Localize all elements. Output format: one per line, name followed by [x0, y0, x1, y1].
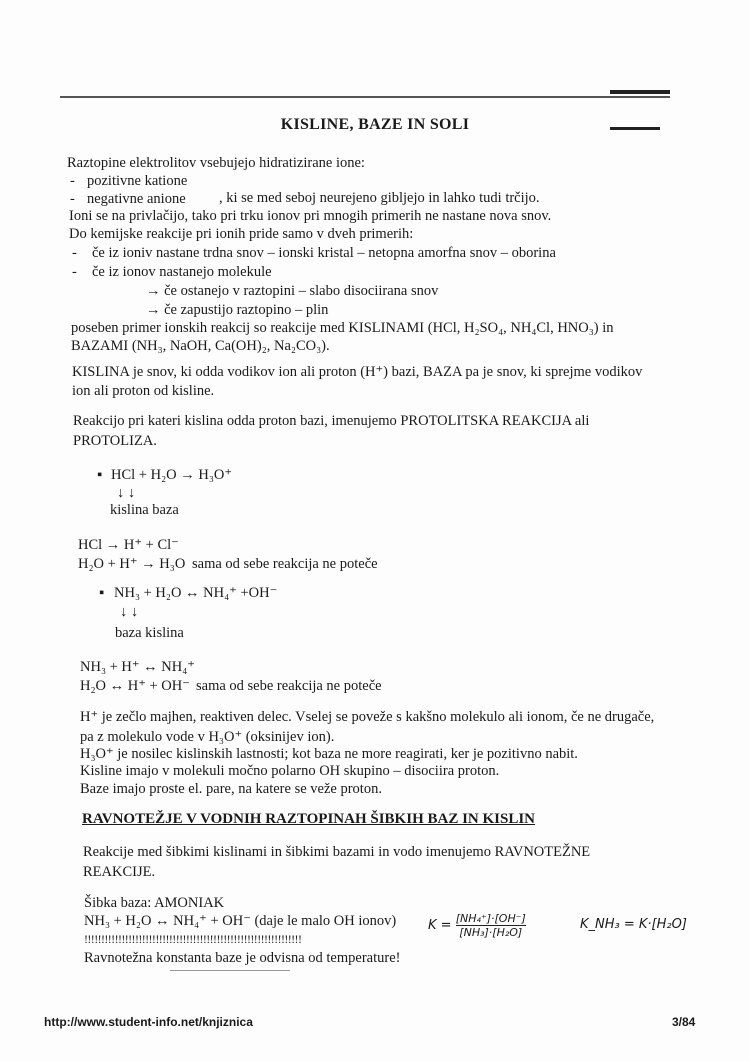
equation-labels: kislina baza [110, 502, 179, 518]
equation: HCl + H₂O → H₃O⁺ [111, 467, 232, 483]
text-line: NH₃ + H₂O ↔ NH₄⁺ + OH⁻ (daje le malo OH ionov) [84, 913, 397, 929]
handwritten-kb: K_NH₃ = K·[H₂O] [580, 917, 687, 932]
footer-url[interactable]: http://www.student-info.net/knjiznica [44, 1015, 253, 1029]
text-line: → če zapustijo raztopino – plin [146, 302, 329, 318]
section-heading: RAVNOTEŽJE V VODNIH RAZTOPINAH ŠIBKIH BAZ IN KISLIN [82, 811, 536, 827]
text-line: KISLINA je snov, ki odda vodikov ion ali proton (H⁺) bazi, BAZA pa je snov, ki sprejme vodikov [72, 364, 643, 380]
bullet-icon: ▪ [99, 585, 105, 601]
text-line: če iz ionov nastanejo molekule [92, 264, 272, 280]
top-rule-thick [610, 90, 670, 94]
dash: - [70, 173, 75, 189]
equation: HCl → H⁺ + Cl⁻ [78, 537, 179, 553]
equation: H₂O + H⁺ → H₃O [78, 556, 186, 572]
text-line: Kisline imajo v molekuli močno polarno OH skupino – disociira proton. [80, 763, 500, 779]
equation-note: sama od sebe reakcija ne poteče [192, 556, 378, 572]
page-title: KISLINE, BAZE IN SOLI [280, 116, 470, 133]
denominator: [NH₃]·[H₂O] [459, 926, 523, 939]
page-number: 3/84 [672, 1015, 696, 1029]
text-line: BAZAMI (NH₃, NaOH, Ca(OH)₂, Na₂CO₃). [71, 338, 330, 354]
top-rule [60, 96, 670, 98]
equation-arrows: ↓ ↓ [117, 485, 136, 501]
equation-note: sama od sebe reakcija ne poteče [196, 678, 382, 694]
equation-labels: baza kislina [115, 625, 184, 641]
exclamation-row: !!!!!!!!!!!!!!!!!!!!!!!!!!!!!!!!!!!!!!!!!!!!!!!!!!!!!!!!!!!!!!!! [84, 932, 302, 946]
text-line: če iz ioniv nastane trdna snov – ionski kristal – netopna amorfna snov – oborina [92, 245, 556, 261]
bullet-icon: ▪ [97, 467, 103, 483]
text-line: H₃O⁺ je nosilec kislinskih lastnosti; kot baza ne more reagirati, ker je pozitivno nabit. [80, 746, 578, 762]
text-line: H⁺ je zečlo majhen, reaktiven delec. Vselej se poveže s kakšno molekulo ali ionom, če ne drugače, [80, 709, 655, 725]
text-line: pozitivne katione [87, 173, 188, 189]
text-line: REAKCIJE. [83, 864, 156, 880]
text-line: Reakcije med šibkimi kislinami in šibkimi bazami in vodo imenujemo RAVNOTEŽNE [83, 844, 591, 860]
numerator: [NH₄⁺]·[OH⁻] [455, 912, 526, 925]
text-line: PROTOLIZA. [73, 433, 157, 449]
handwritten-k: K = [428, 918, 452, 933]
text-line: pa z molekulo vode v H₃O⁺ (oksinijev ion). [80, 729, 335, 745]
equation: H₂O ↔ H⁺ + OH⁻ [80, 678, 190, 694]
dash: - [72, 245, 77, 261]
text-line: , ki se med seboj neurejeno gibljejo in lahko tudi trčijo. [219, 190, 540, 206]
text-line: Ravnotežna konstanta baze je odvisna od temperature! [84, 950, 401, 966]
text-line: poseben primer ionskih reakcij so reakcije med KISLINAMI (HCl, H₂SO₄, NH₄Cl, HNO₃) in [71, 320, 614, 336]
dash: - [72, 264, 77, 280]
text-line: Reakcijo pri kateri kislina odda proton bazi, imenujemo PROTOLITSKA REAKCIJA ali [73, 413, 590, 429]
equation: NH₃ + H₂O ↔ NH₄⁺ +OH⁻ [114, 585, 278, 601]
bottom-rule [170, 970, 290, 971]
text-line: Ioni se na privlačijo, tako pri trku ionov pri mnogih primerih ne nastane nova snov. [69, 208, 552, 224]
text-line: Raztopine elektrolitov vsebujejo hidratizirane ione: [67, 155, 365, 171]
text-line: → če ostanejo v raztopini – slabo disociirana snov [146, 283, 439, 299]
text-line: negativne anione [87, 191, 186, 207]
text-line: Do kemijske reakcije pri ionih pride samo v dveh primerih: [69, 226, 414, 242]
text-line: Šibka baza: AMONIAK [84, 895, 225, 911]
handwritten-fraction [456, 912, 526, 939]
dash: - [70, 191, 75, 207]
equation: NH₃ + H⁺ ↔ NH₄⁺ [80, 659, 195, 675]
text-line: ion ali proton od kisline. [72, 383, 215, 399]
equation-arrows: ↓ ↓ [120, 604, 139, 620]
text-line: Baze imajo proste el. pare, na katere se veže proton. [80, 781, 382, 797]
handwritten-formula [428, 912, 526, 939]
